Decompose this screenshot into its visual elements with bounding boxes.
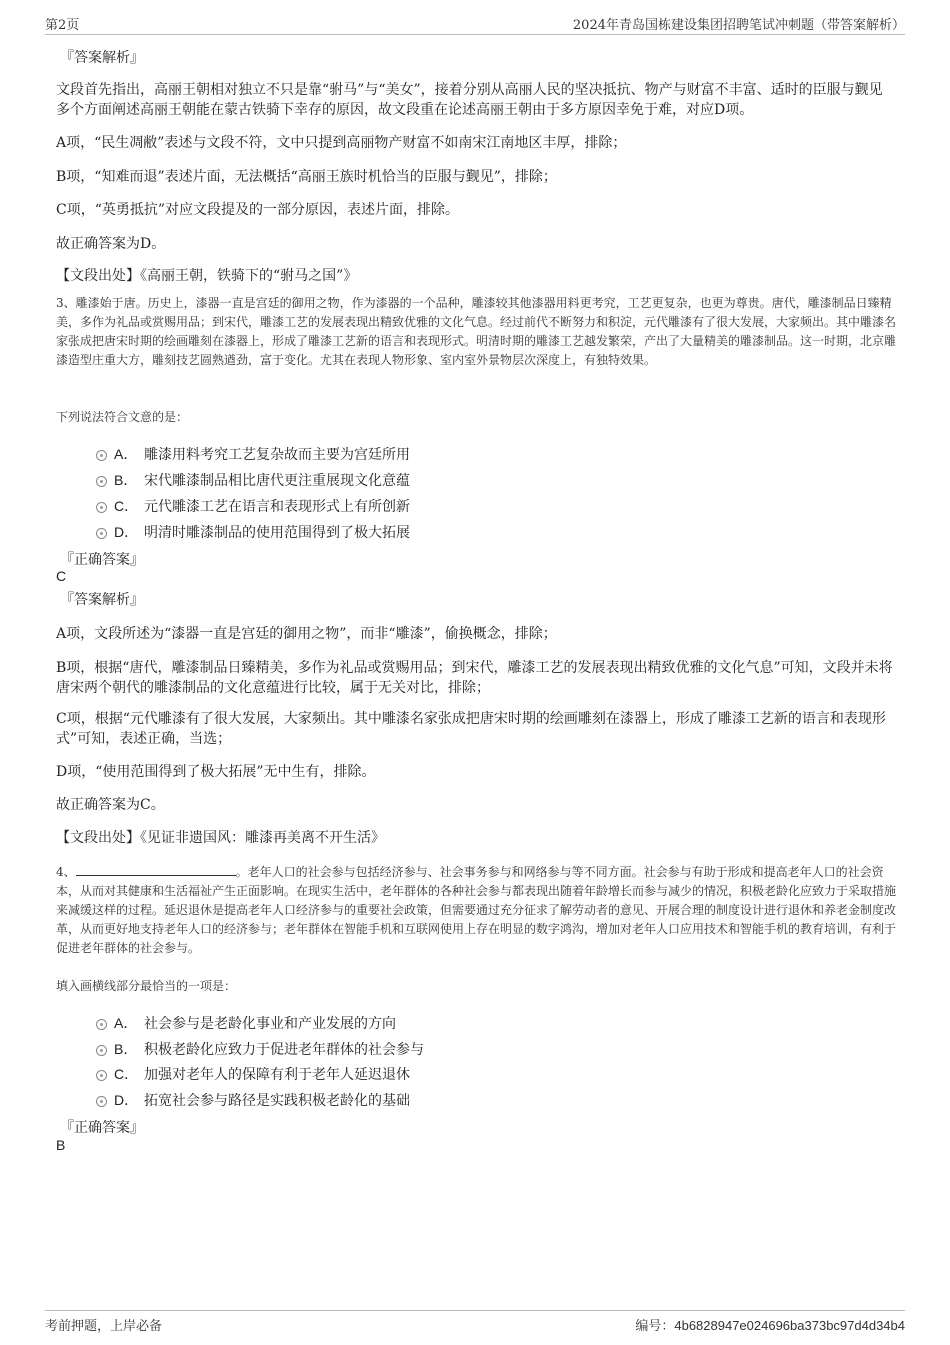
radio-icon[interactable] bbox=[96, 450, 107, 461]
document-code: 编号：4b6828947e024696ba373bc97d4d34b4 bbox=[635, 1318, 905, 1334]
question-3-passage: 3、雕漆始于唐。历史上，漆器一直是宫廷的御用之物，作为漆器的一个品种，雕漆较其他漆器用料更考究，工艺更复杂，也更为尊贵。唐代，雕漆制品日臻精美，多作为礼品或赏赐用品；到宋代，雕漆工艺的发展表现出精致优雅的文化气息。经过前代不断努力和积淀，元代雕漆有了很大发展，大家频出。其中雕漆名家张成把唐宋时期的绘画雕刻在漆器上，形成了雕漆工艺新的语言和表现形式。明清时期的雕漆工艺越发繁荣，产出了大量精美的雕漆制品。这一时期，北京雕漆造型庄重大方，雕刻技艺圆熟遒劲，富于变化。尤其在表现人物形象、室内室外景物层次深度上，有独特效果。 bbox=[56, 296, 897, 367]
radio-icon[interactable] bbox=[96, 528, 107, 539]
fill-blank bbox=[76, 863, 236, 876]
question-4-passage: 4、 。老年人口的社会参与包括经济参与、社会事务参与和网络参与等不同方面。社会参与有助于形成和提高老年人口的社会资本，从而对其健康和生活福祉产生正面影响。在现实生活中，老年群体的各种社会参与都表现出随着年龄增长而参与减少的情况，积极老龄化应致力于采取措施来减缓这样的过程。延迟退休是提高老年人口经济参与的重要社会政策，但需要通过充分征求了解劳动者的意见、开展合理的制度设计进行退休和养老金制度改革，从而更好地支持老年人口的经济参与；老年群体在智能手机和互联网使用上存在明显的数字鸿沟，增加对老年人口应用技术和智能手机的教育培训，有利于促进老年群体的社会参与。 bbox=[56, 865, 897, 955]
correct-answer: B bbox=[56, 1137, 66, 1153]
radio-icon[interactable] bbox=[96, 502, 107, 513]
analysis-option-a: A项，“民生凋敝”表述与文段不符，文中只提到高丽物产财富不如南宋江南地区丰厚，排除； bbox=[56, 135, 627, 151]
analysis-paragraph: 文段首先指出，高丽王朝相对独立不只是靠“驸马”与“美女”，接着分别从高丽人民的坚决抵抗、物产与财富不丰富、适时的臣服与觐见多个方面阐述高丽王朝能在蒙古铁骑下幸存的原因，故文段重在论述高丽王朝由于多方原因幸免于难，对应D项。 bbox=[56, 82, 883, 118]
radio-icon[interactable] bbox=[96, 1019, 107, 1030]
analysis-label: 『答案解析』 bbox=[60, 50, 144, 66]
analysis-option-b: B项，根据“唐代，雕漆制品日臻精美，多作为礼品或赏赐用品；到宋代，雕漆工艺的发展表现出精致优雅的文化气息”可知，文段并未将唐宋两个朝代的雕漆制品的文化意蕴进行比较，属于无关对比，排除； bbox=[56, 660, 893, 696]
footer-slogan: 考前押题，上岸必备 bbox=[45, 1319, 163, 1334]
analysis-label: 『答案解析』 bbox=[60, 592, 144, 608]
document-title: 2024年青岛国栋建设集团招聘笔试冲刺题（带答案解析） bbox=[572, 18, 905, 33]
analysis-option-b: B项，“知难而退”表述片面，无法概括“高丽王族时机恰当的臣服与觐见”，排除； bbox=[56, 169, 557, 185]
source-citation: 【文段出处】《见证非遗国风：雕漆再美离不开生活》 bbox=[56, 830, 385, 846]
analysis-option-c: C项，根据“元代雕漆有了很大发展，大家频出。其中雕漆名家张成把唐宋时期的绘画雕刻在漆器上，形成了雕漆工艺新的语言和表现形式”可知，表述正确，当选； bbox=[56, 711, 886, 747]
correct-answer: C bbox=[56, 568, 67, 584]
analysis-option-c: C项，“英勇抵抗”对应文段提及的一部分原因，表述片面，排除。 bbox=[56, 202, 460, 218]
question-number: 4、 bbox=[56, 865, 76, 879]
question-4-prompt: 填入画横线部分最恰当的一项是： bbox=[56, 979, 237, 993]
analysis-option-d: D项，“使用范围得到了极大拓展”无中生有，排除。 bbox=[56, 764, 376, 780]
page-header bbox=[45, 12, 905, 35]
radio-icon[interactable] bbox=[96, 1045, 107, 1056]
correct-answer-label: 『正确答案』 bbox=[60, 552, 144, 568]
radio-icon[interactable] bbox=[96, 1070, 107, 1081]
analysis-conclusion: 故正确答案为C。 bbox=[56, 797, 165, 813]
question-3-prompt: 下列说法符合文意的是： bbox=[56, 410, 189, 424]
radio-icon[interactable] bbox=[96, 476, 107, 487]
page-number: 第2页 bbox=[45, 18, 80, 33]
correct-answer-label: 『正确答案』 bbox=[60, 1120, 144, 1136]
radio-icon[interactable] bbox=[96, 1096, 107, 1107]
analysis-conclusion: 故正确答案为D。 bbox=[56, 236, 166, 252]
source-citation: 【文段出处】《高丽王朝，铁骑下的“驸马之国”》 bbox=[56, 268, 358, 284]
page-footer bbox=[45, 1310, 905, 1335]
analysis-option-a: A项，文段所述为“漆器一直是宫廷的御用之物”，而非“雕漆”，偷换概念，排除； bbox=[56, 626, 557, 642]
